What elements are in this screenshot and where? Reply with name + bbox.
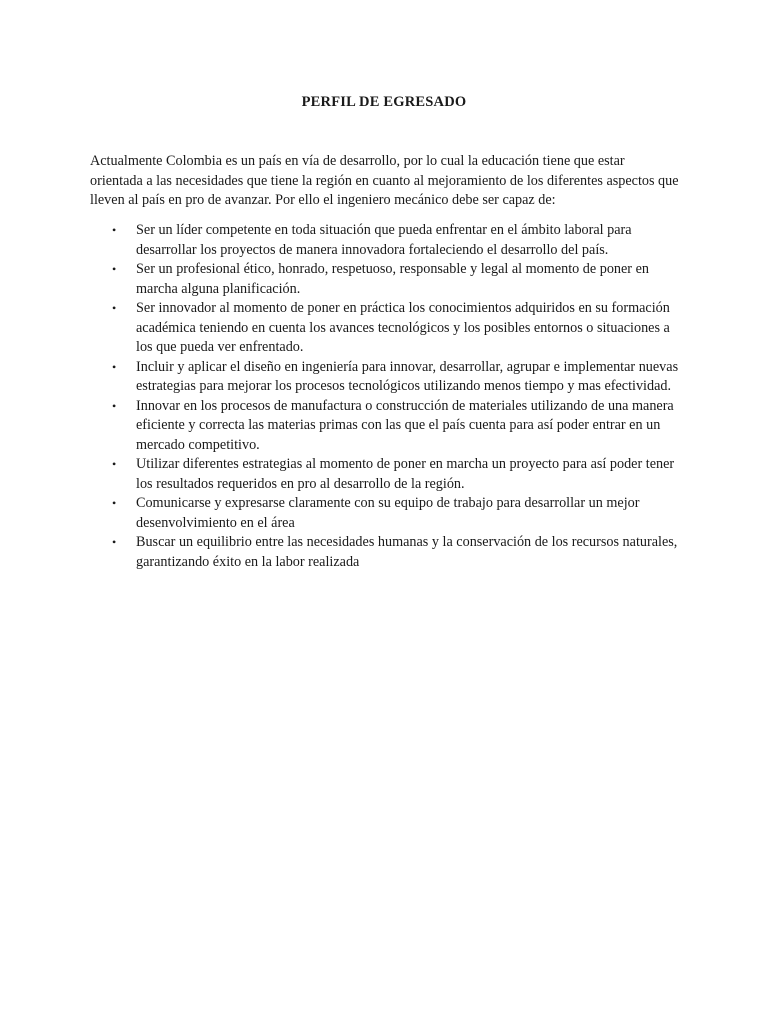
list-item (90, 358, 681, 397)
list-item (90, 397, 681, 456)
bullet-icon: • (112, 398, 117, 413)
list-item (90, 533, 681, 572)
intro-paragraph: Actualmente Colombia es un país en vía de desarrollo, por lo cual la educación tiene que estar orientada a las necesidades que tiene la región en cuanto al mejoramiento de los diferentes aspectos que lleven al país en pro de avanzar. Por ello el ingeniero mecánico debe ser capaz de: (90, 153, 679, 208)
list-item-text: Buscar un equilibrio entre las necesidades humanas y la conservación de los recursos naturales, garantizando éxito en la labor realizada (136, 534, 678, 570)
list-item-text: Utilizar diferentes estrategias al momento de poner en marcha un proyecto para así poder tener los resultados requeridos en pro al desarrollo de la región. (136, 456, 675, 492)
bullet-icon: • (112, 457, 117, 471)
list-item (90, 260, 681, 299)
profile-bullet-list (90, 221, 690, 572)
bullet-icon: • (112, 535, 117, 549)
list-item (90, 299, 681, 358)
list-item-text: Innovar en los procesos de manufactura o construcción de materiales utilizando de una manera eficiente y correcta las materias primas con las que el país cuenta para así poder entrar en un mercado competitivo. (136, 397, 674, 453)
list-item-text: Ser un profesional ético, honrado, respetuoso, responsable y legal al momento de poner en marcha alguna planificación. (136, 261, 649, 297)
list-item (90, 221, 681, 260)
bullet-icon: • (112, 262, 117, 276)
list-item-text: Incluir y aplicar el diseño en ingeniería para innovar, desarrollar, agrupar e implementar nuevas estrategias para mejorar los procesos tecnológicos utilizando menos tiempo y mas efectividad. (136, 358, 679, 394)
list-item (90, 455, 681, 494)
bullet-icon: • (112, 301, 117, 315)
bullet-icon: • (112, 496, 117, 510)
list-item-text: Ser un líder competente en toda situación que pueda enfrentar en el ámbito laboral para desarrollar los proyectos de manera innovadora fortaleciendo el desarrollo del país. (136, 222, 632, 258)
list-item-text: Ser innovador al momento de poner en práctica los conocimientos adquiridos en su formación académica teniendo en cuenta los avances tecnológicos y los posibles entornos o situaciones a los que pueda ver enfrentado. (136, 300, 670, 355)
list-item-text: Comunicarse y expresarse claramente con su equipo de trabajo para desarrollar un mejor desenvolvimiento en el área (136, 495, 640, 531)
document-title: PERFIL DE EGRESADO (301, 94, 467, 110)
bullet-icon: • (112, 223, 117, 237)
bullet-icon: • (112, 359, 117, 374)
list-item (90, 494, 681, 533)
